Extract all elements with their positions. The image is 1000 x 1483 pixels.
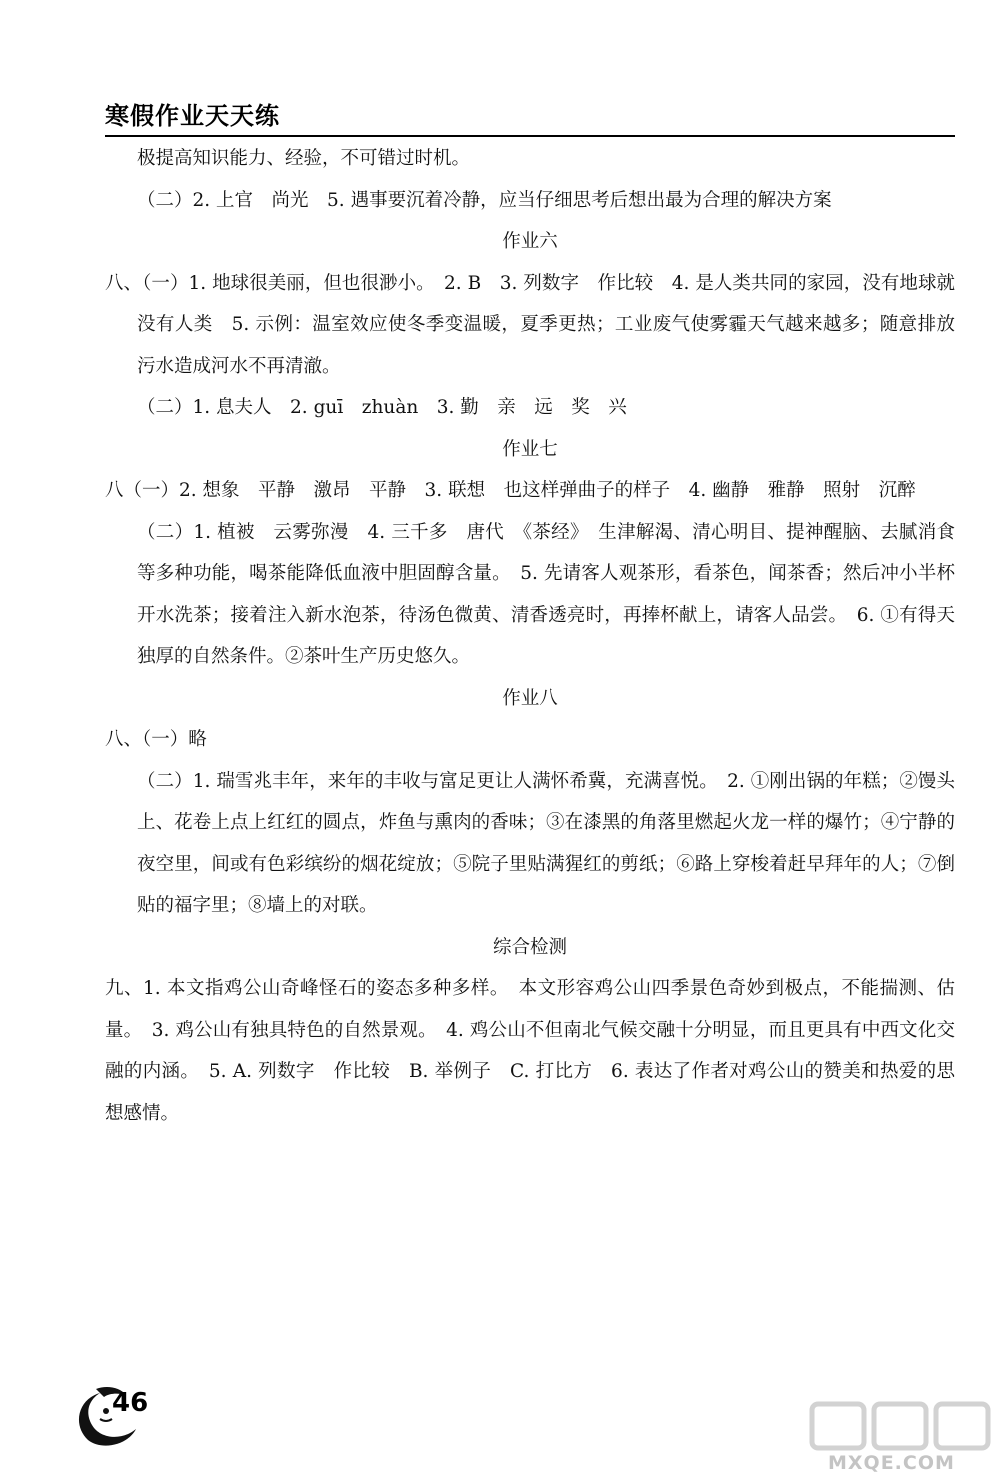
paragraph: （二）1. 息夫人 2. guī zhuàn 3. 勤 亲 远 奖 兴: [137, 397, 627, 418]
paragraph: 九、1. 本文指鸡公山奇峰怪石的姿态多种多样。 本文形容鸡公山四季景色奇妙到极点，不能揣测、估量。 3. 鸡公山有独具特色的自然景观。 4. 鸡公山不但南北气候交融十分明显，而且更具有中西文化交融的内涵。 5. A. 列数字 作比较 B. 举例子 C. 打比方 6. 表达了作者对鸡公山的赞美和热爱的思想感情。: [105, 978, 955, 1124]
section-heading: 作业七: [502, 438, 558, 460]
header-rule: [105, 135, 955, 137]
paragraph: 极提高知识能力、经验，不可错过时机。: [137, 148, 471, 169]
section-heading: 作业八: [502, 687, 558, 709]
paragraph: 八、（一）略: [105, 729, 207, 750]
paragraph: （二）1. 瑞雪兆丰年，来年的丰收与富足更让人满怀希冀，充满喜悦。 2. ①刚出锅的年糕；②馒头上、花卷上点上红红的圆点，炸鱼与熏肉的香味；③在漆黑的角落里燃起火龙一样的爆竹；④宁静的夜空里，间或有色彩缤纷的烟花绽放；⑤院子里贴满猩红的剪纸；⑥路上穿梭着赶早拜年的人；⑦倒贴的福字里；⑧墙上的对联。: [137, 770, 955, 916]
paragraph: （二）1. 植被 云雾弥漫 4. 三千多 唐代 《茶经》 生津解渴、清心明目、提神醒脑、去腻消食等多种功能，喝茶能降低血液中胆固醇含量。 5. 先请客人观茶形，看茶色，闻茶香；然后冲小半杯开水洗茶；接着注入新水泡茶，待汤色微黄、清香透亮时，再捧杯献上，请客人品尝。 6. ①有得天独厚的自然条件。②茶叶生产历史悠久。: [137, 521, 955, 667]
paragraph: 八、（一）1. 地球很美丽，但也很渺小。 2. B 3. 列数字 作比较 4. 是人类共同的家园，没有地球就没有人类 5. 示例：温室效应使冬季变温暖，夏季更热；工业废气使雾霾天气越来越多；随意排放污水造成河水不再清澈。: [105, 272, 955, 377]
paragraph: 八（一）2. 想象 平静 激昂 平静 3. 联想 也这样弹曲子的样子 4. 幽静 雅静 照射 沉醉: [105, 480, 916, 501]
header-title: 寒假作业天天练: [105, 102, 280, 130]
watermark-text: MXQE.COM: [828, 1452, 955, 1474]
paragraph: （二）2. 上官 尚光 5. 遇事要沉着冷静，应当仔细思考后想出最为合理的解决方案: [137, 189, 832, 211]
page-number: 46: [112, 1388, 149, 1418]
section-heading: 综合检测: [492, 936, 567, 958]
answer-content: [105, 138, 955, 1134]
section-heading: 作业六: [502, 231, 558, 252]
